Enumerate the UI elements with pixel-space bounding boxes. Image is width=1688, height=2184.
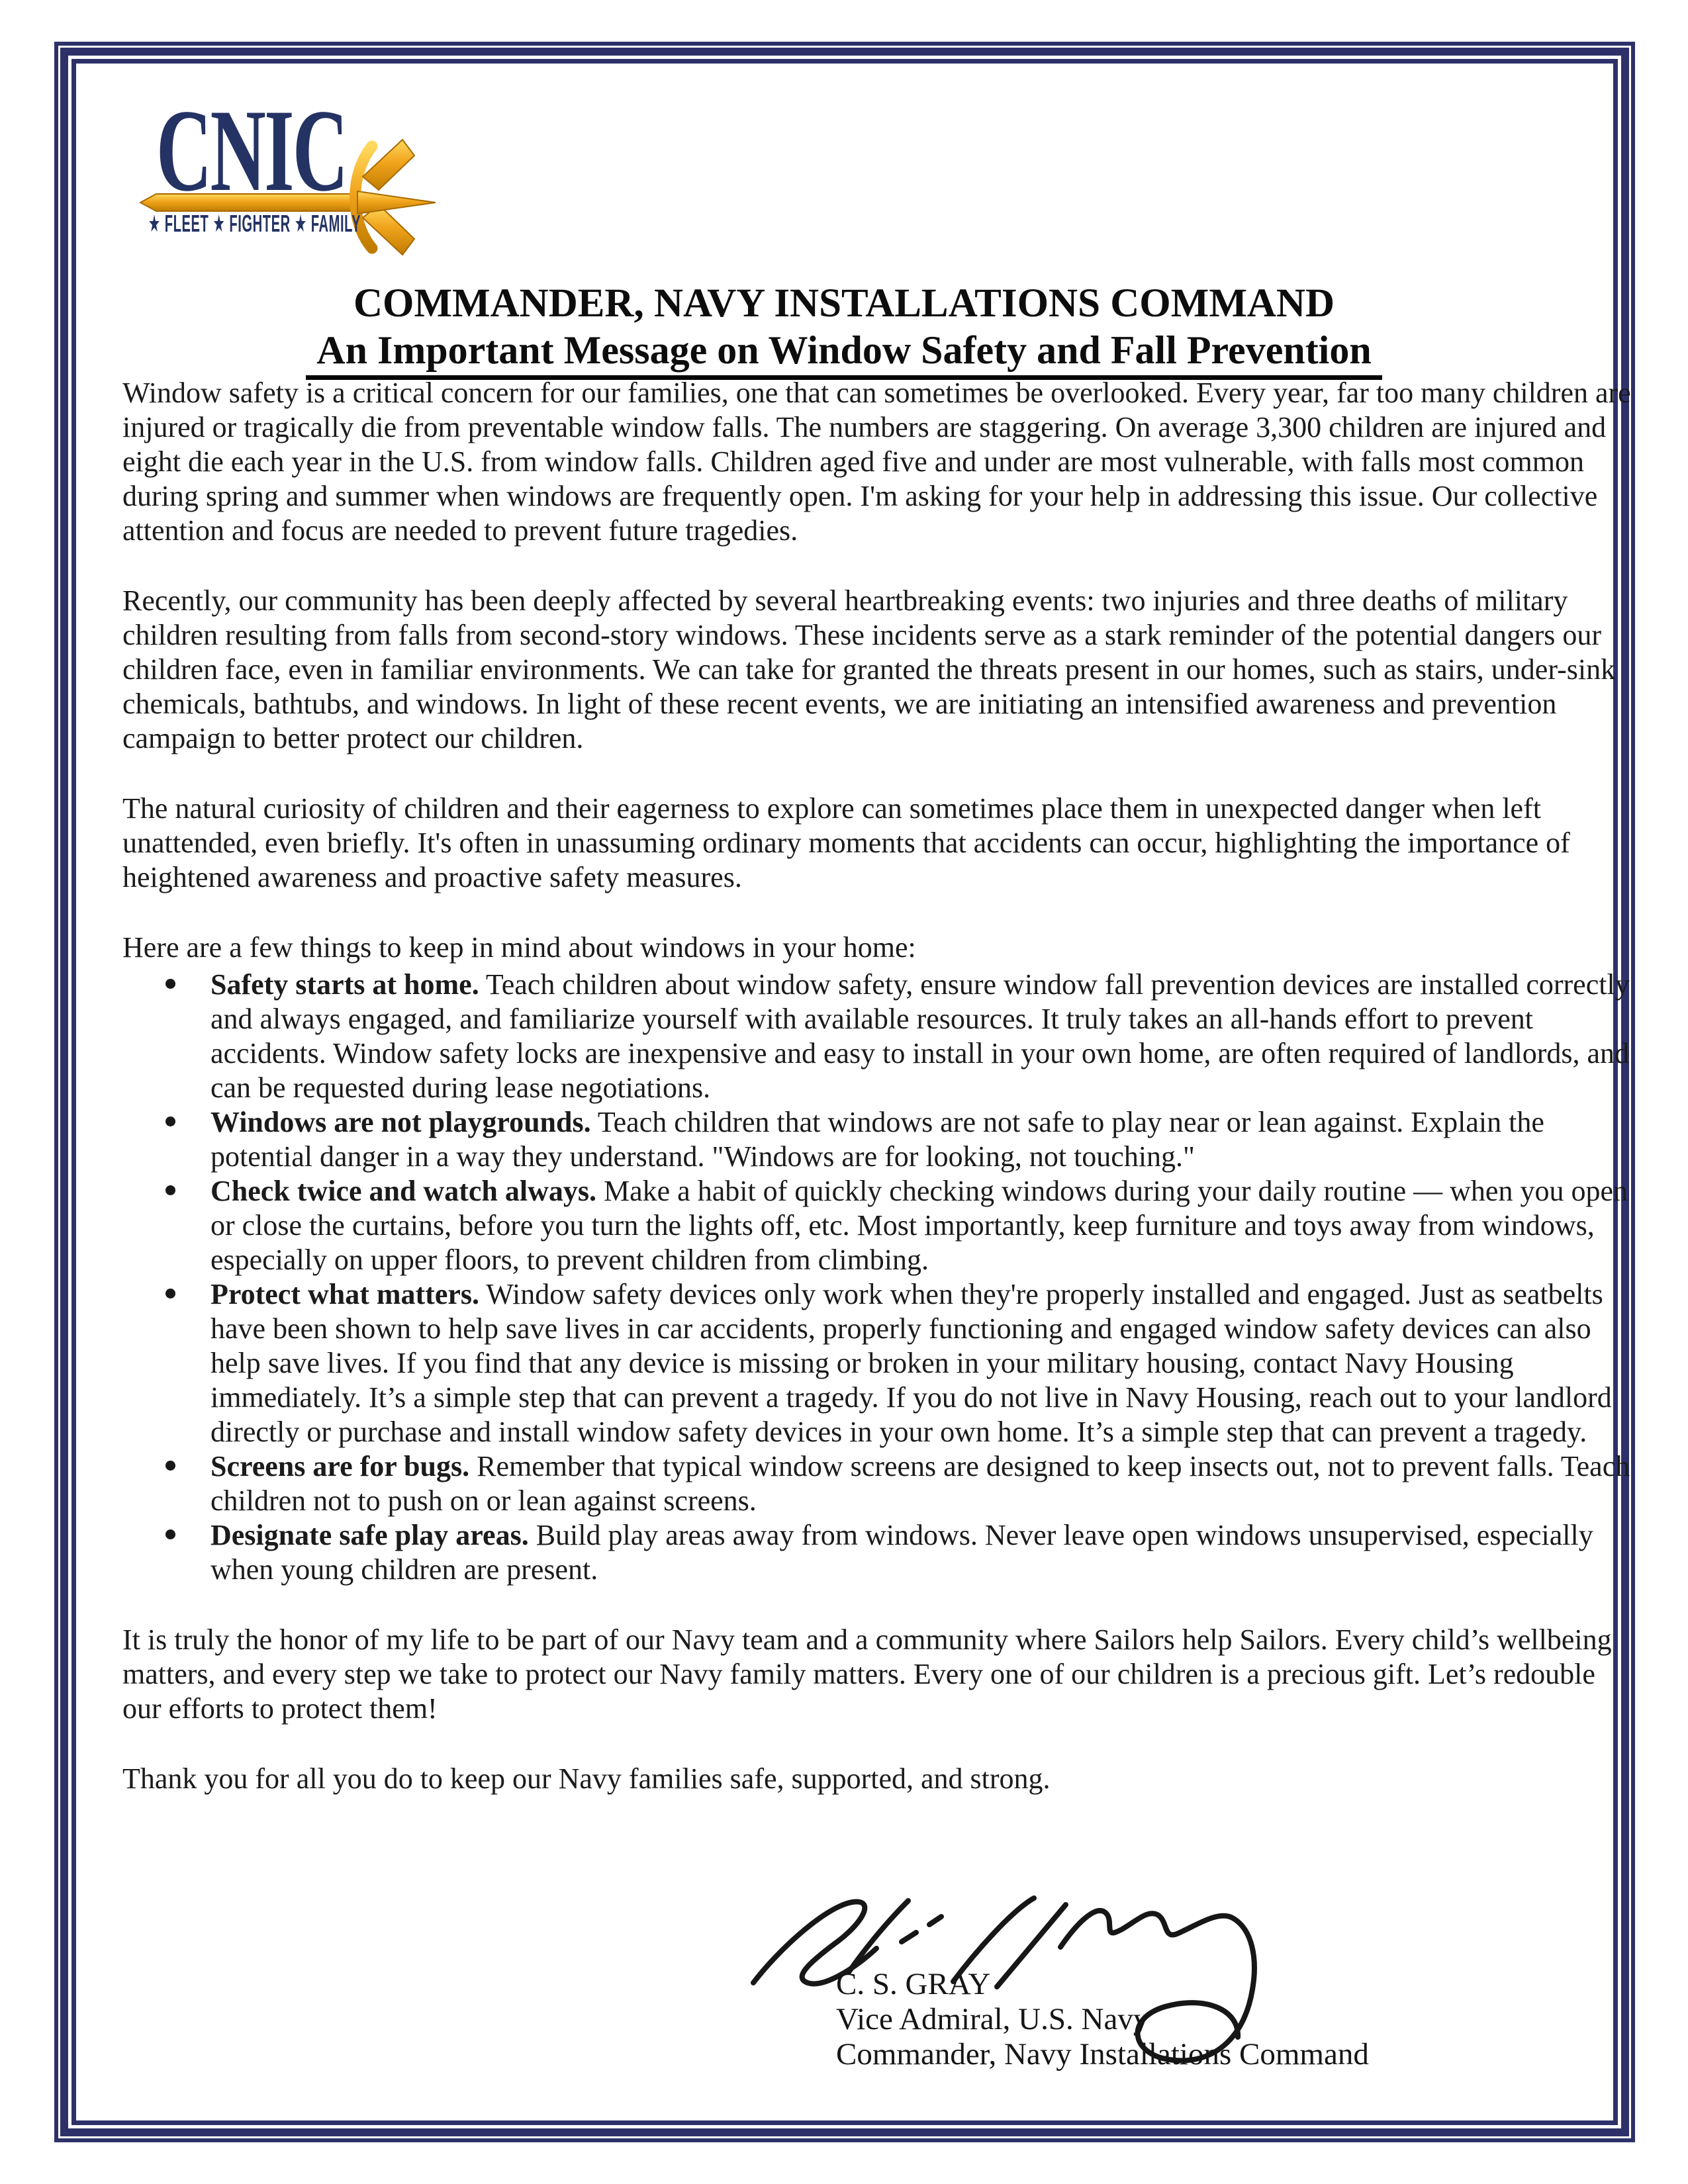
bullet-text: Window safety devices only work when they're properly installed and engaged. Just as seatbelts have been shown to help save lives in car accidents, properly functioning and engaged window safety devices can also help save lives. If you find that any device is missing or broken in your military housing, contact Navy Housing immediately. It’s a simple step that can prevent a tragedy. If you do not live in Navy Housing, reach out to your landlord directly or purchase and install window safety devices in your own home. It’s a simple step that can prevent a tragedy. bbox=[211, 1278, 1612, 1448]
letter-body bbox=[122, 376, 1634, 1832]
bullet-lead: Protect what matters. bbox=[211, 1278, 480, 1310]
bullet-text: Teach children that windows are not safe to play near or lean against. Explain the potential danger in a way they understand. "Windows are for looking, not touching." bbox=[211, 1106, 1544, 1173]
bullet-lead: Check twice and watch always. bbox=[211, 1175, 596, 1207]
list-intro: Here are a few things to keep in mind about windows in your home: bbox=[122, 931, 916, 964]
list-item-designate-safe-play-areas bbox=[211, 1518, 1634, 1587]
bullet-text: Make a habit of quickly checking windows during your daily routine — when you open or close the curtains, before you turn the lights off, etc. Most importantly, keep furniture and toys away from windows, especially on upper floors, to prevent children from climbing. bbox=[211, 1175, 1628, 1276]
cnic-logo bbox=[147, 85, 610, 250]
bullet-lead: Safety starts at home. bbox=[211, 968, 479, 1001]
bullet-text: Teach children about window safety, ensure window fall prevention devices are installed correctly and always engaged, and familiarize yourself with available resources. It truly takes an all-hands effort to prevent accidents. Window safety locks are inexpensive and easy to install in your own home, are often required of landlords, and can be requested during lease negotiations. bbox=[211, 968, 1630, 1104]
paragraph-recent-events: Recently, our community has been deeply affected by several heartbreaking events: two injuries and three deaths of military children resulting from falls from second-story windows. These incidents serve as a stark reminder of the potential dangers our children face, even in familiar environments. We can take for granted the threats present in our homes, such as stairs, under-sink chemicals, bathtubs, and windows. In light of these recent events, we are initiating an intensified awareness and prevention campaign to better protect our children. bbox=[122, 584, 1616, 754]
letter-subtitle: An Important Message on Window Safety and Fall Prevention bbox=[306, 328, 1382, 380]
list-item-windows-not-playgrounds bbox=[211, 1105, 1634, 1174]
signatory-rank: Vice Admiral, U.S. Navy bbox=[836, 2002, 1149, 2036]
logo-tagline: ★ FLEET ★ FIGHTER ★ FAMILY bbox=[148, 210, 361, 237]
letter-subtitle-row bbox=[0, 328, 1688, 380]
bullet-text: Build play areas away from windows. Never leave open windows unsupervised, especially when young children are present. bbox=[211, 1519, 1593, 1586]
list-item-check-twice bbox=[211, 1174, 1634, 1277]
bullet-lead: Windows are not playgrounds. bbox=[211, 1106, 591, 1138]
list-item-safety-starts-at-home bbox=[211, 968, 1634, 1105]
cnic-wordmark: CNIC bbox=[156, 85, 347, 216]
signatory-name: C. S. GRAY bbox=[836, 1967, 991, 2001]
list-item-screens-are-for-bugs bbox=[211, 1449, 1634, 1518]
letterhead bbox=[0, 281, 1688, 380]
signature-block bbox=[836, 1967, 1369, 2072]
paragraph-thank-you: Thank you for all you do to keep our Navy families safe, supported, and strong. bbox=[122, 1762, 1051, 1795]
letter-title: COMMANDER, NAVY INSTALLATIONS COMMAND bbox=[353, 281, 1335, 326]
paragraph-window-safety: Window safety is a critical concern for our families, one that can sometimes be overlooked. Every year, far too many children are injured or tragically die from preventable window falls. The numbers are staggering. On average 3,300 children are injured and eight die each year in the U.S. from window falls. Children aged five and under are most vulnerable, with falls most common during spring and summer when windows are frequently open. I'm asking for your help in addressing this issue. Our collective attention and focus are needed to prevent future tragedies. bbox=[122, 377, 1631, 547]
paragraph-closing: It is truly the honor of my life to be part of our Navy team and a community where Sailors help Sailors. Every child’s wellbeing matters, and every step we take to protect our Navy family matters. Every one of our children is a precious gift. Let’s redouble our efforts to protect them! bbox=[122, 1623, 1612, 1725]
bullet-lead: Designate safe play areas. bbox=[211, 1519, 529, 1551]
list-item-protect-what-matters bbox=[211, 1277, 1634, 1449]
bullet-text: Remember that typical window screens are designed to keep insects out, not to prevent falls. Teach children not to push on or lean against screens. bbox=[211, 1450, 1630, 1517]
signatory-title: Commander, Navy Installations Command bbox=[836, 2037, 1369, 2071]
paragraph-natural-curiosity: The natural curiosity of children and their eagerness to explore can sometimes place them in unexpected danger when left unattended, even briefly. It's often in unassuming ordinary moments that accidents can occur, highlighting the importance of heightened awareness and proactive safety measures. bbox=[122, 792, 1570, 893]
safety-tips-list bbox=[122, 968, 1634, 1587]
bullet-lead: Screens are for bugs. bbox=[211, 1450, 470, 1482]
